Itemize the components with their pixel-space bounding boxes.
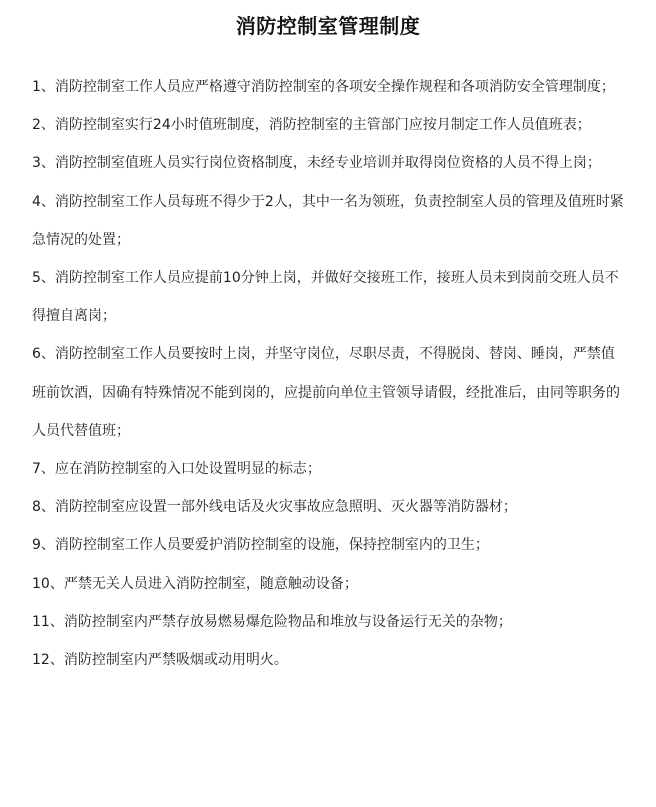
rule-item-5: 5、消防控制室工作人员应提前10分钟上岗，并做好交接班工作，接班人员未到岗前交班人员不得擅自离岗；: [32, 270, 619, 325]
rule-item-6: 6、消防控制室工作人员要按时上岗，并坚守岗位，尽职尽责，不得脱岗、替岗、睡岗，严禁值班前饮酒，因确有特殊情况不能到岗的，应提前向单位主管领导请假，经批准后，由同等职务的人员代替值班；: [32, 346, 620, 439]
rule-item-11: 11、消防控制室内严禁存放易燃易爆危险物品和堆放与设备运行无关的杂物；: [32, 613, 512, 630]
rule-item-8: 8、消防控制室应设置一部外线电话及火灾事故应急照明、灭火器等消防器材；: [32, 499, 517, 516]
rule-item-7: 7、应在消防控制室的入口处设置明显的标志；: [32, 461, 321, 478]
rule-item-2: 2、消防控制室实行24小时值班制度，消防控制室的主管部门应按月制定工作人员值班表；: [32, 117, 591, 134]
rule-item-12: 12、消防控制室内严禁吸烟或动用明火。: [32, 652, 288, 669]
rule-item-4: 4、消防控制室工作人员每班不得少于2人，其中一名为领班，负责控制室人员的管理及值班时紧急情况的处置；: [32, 193, 624, 248]
document-title: 消防控制室管理制度: [235, 14, 421, 38]
rule-item-9: 9、消防控制室工作人员要爱护消防控制室的设施，保持控制室内的卫生；: [32, 537, 489, 554]
rules-list: [32, 68, 624, 679]
rule-item-10: 10、严禁无关人员进入消防控制室，随意触动设备；: [32, 575, 358, 592]
rule-item-3: 3、消防控制室值班人员实行岗位资格制度，未经专业培训并取得岗位资格的人员不得上岗；: [32, 155, 601, 172]
rule-item-1: 1、消防控制室工作人员应严格遵守消防控制室的各项安全操作规程和各项消防安全管理制度；: [32, 79, 615, 95]
